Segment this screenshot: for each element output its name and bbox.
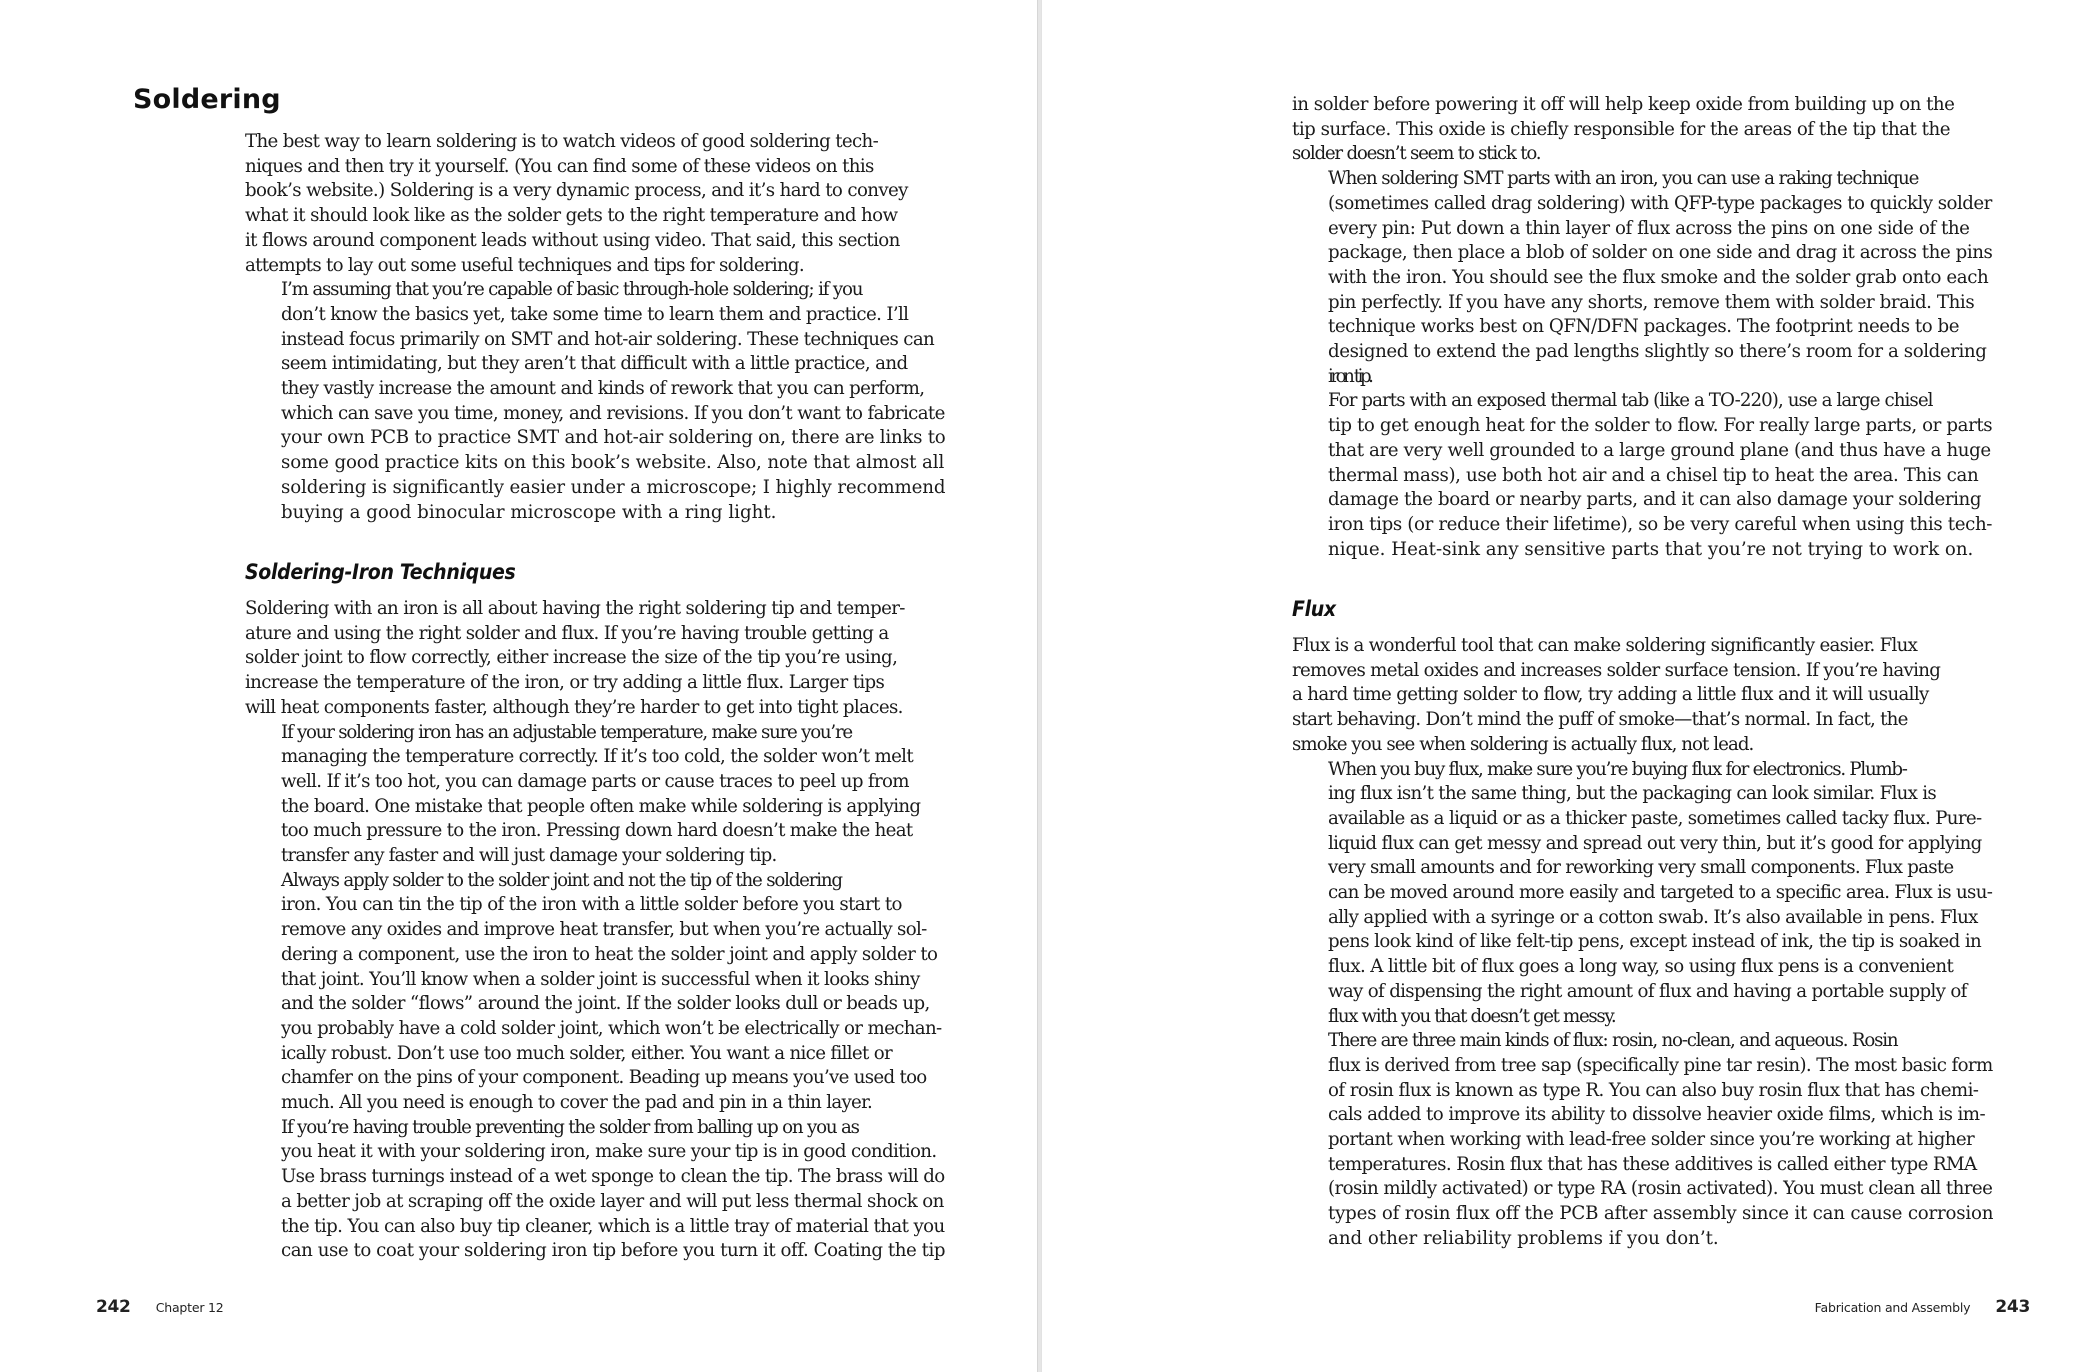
text-line: When soldering SMT parts with an iron, you can use a raking technique: [1328, 168, 1919, 190]
paragraph: [245, 278, 945, 525]
paragraph: [1292, 389, 1992, 562]
text-line: package, then place a blob of solder on one side and drag it across the pins: [1328, 242, 1993, 264]
text-line: When you buy flux, make sure you’re buying flux for electronics. Plumb-: [1328, 758, 1907, 780]
text-line: If your soldering iron has an adjustable temperature, make sure you’re: [281, 721, 852, 743]
text-line: damage the board or nearby parts, and it can also damage your soldering: [1328, 489, 1982, 511]
text-line: and the solder “flows” around the joint. If the solder looks dull or beads up,: [281, 993, 930, 1015]
text-line: much. All you need is enough to cover the pad and pin in a thin layer.: [281, 1092, 873, 1114]
chapter-label: Fabrication and Assembly: [1814, 1300, 1971, 1315]
text-line: some good practice kits on this book’s website. Also, note that almost all: [281, 452, 945, 474]
paragraph: [1292, 167, 1992, 389]
text-line: tip surface. This oxide is chiefly responsible for the areas of the tip that the: [1292, 118, 1950, 140]
text-line: instead focus primarily on SMT and hot-air soldering. These techniques can: [281, 328, 935, 350]
text-line: solder doesn’t seem to stick to.: [1292, 143, 1541, 165]
text-line: temperatures. Rosin flux that has these additives is called either type RMA: [1328, 1153, 1977, 1175]
text-line: your own PCB to practice SMT and hot-air soldering on, there are links to: [281, 427, 946, 449]
text-line: a hard time getting solder to flow, try adding a little flux and it will usually: [1292, 684, 1929, 706]
right-footer: [1815, 1297, 2030, 1317]
iron-techniques-text: [245, 597, 945, 1264]
text-line: what it should look like as the solder gets to the right temperature and how: [245, 205, 898, 227]
text-line: ally applied with a syringe or a cotton swab. It’s also available in pens. Flux: [1328, 906, 1978, 928]
subsection-heading: Flux: [1292, 597, 1336, 621]
text-line: way of dispensing the right amount of flux and having a portable supply of: [1328, 980, 1967, 1002]
text-line: dering a component, use the iron to heat the solder joint and apply solder to: [281, 943, 938, 965]
text-line: the board. One mistake that people often make while soldering is applying: [281, 795, 921, 817]
text-line: flux with you that doesn’t get messy.: [1328, 1005, 1616, 1027]
text-line: The best way to learn soldering is to watch videos of good soldering tech-: [245, 131, 879, 152]
continued-text: [1292, 93, 1992, 562]
text-line: of rosin flux is known as type R. You can also buy rosin flux that has chemi-: [1328, 1079, 1979, 1101]
text-line: ically robust. Don’t use too much solder, either. You want a nice fillet or: [281, 1042, 893, 1064]
text-line: can be moved around more easily and targeted to a specific area. Flux is usu-: [1328, 882, 1993, 904]
text-line: increase the temperature of the iron, or try adding a little flux. Larger tips: [245, 672, 885, 694]
right-page: [1041, 0, 2080, 1372]
text-line: transfer any faster and will just damage your soldering tip.: [281, 845, 777, 867]
text-line: and other reliability problems if you don’t.: [1328, 1227, 1719, 1249]
text-line: removes metal oxides and increases solder surface tension. If you’re having: [1292, 659, 1941, 681]
left-page: [0, 0, 1038, 1372]
text-line: thermal mass), use both hot air and a chisel tip to heat the area. This can: [1328, 464, 1979, 486]
section-heading: Soldering: [133, 84, 281, 115]
text-line: managing the temperature correctly. If it’s too cold, the solder won’t melt: [281, 746, 913, 768]
text-line: that are very well grounded to a large ground plane (and thus have a huge: [1328, 439, 1991, 461]
text-line: niques and then try it yourself. (You can find some of these videos on this: [245, 155, 874, 177]
text-line: very small amounts and for reworking very small components. Flux paste: [1328, 857, 1954, 879]
text-line: chamfer on the pins of your component. Beading up means you’ve used too: [281, 1067, 927, 1089]
text-line: pens look kind of like felt-tip pens, except instead of ink, the tip is soaked in: [1328, 931, 1982, 953]
paragraph: [245, 1116, 945, 1264]
text-line: every pin: Put down a thin layer of flux across the pins on one side of the: [1328, 217, 1970, 239]
left-footer: [96, 1297, 224, 1317]
text-line: well. If it’s too hot, you can damage parts or cause traces to peel up from: [281, 770, 909, 792]
intro-text: [245, 130, 945, 525]
paragraph: [245, 869, 945, 1116]
text-line: liquid flux can get messy and spread out very thin, but it’s good for applying: [1328, 832, 1982, 854]
text-line: remove any oxides and improve heat transfer, but when you’re actually sol-: [281, 919, 927, 941]
text-line: technique works best on QFN/DFN packages. The footprint needs to be: [1328, 316, 1960, 338]
page-number: 242: [96, 1297, 131, 1317]
paragraph: [245, 597, 945, 721]
text-line: which can save you time, money, and revisions. If you don’t want to fabricate: [281, 402, 945, 424]
text-line: flux is derived from tree sap (specifically pine tar resin). The most basic form: [1328, 1054, 1993, 1076]
text-line: soldering is significantly easier under a microscope; I highly recommend: [281, 476, 946, 498]
text-line: Flux is a wonderful tool that can make soldering significantly easier. Flux: [1292, 635, 1918, 656]
text-line: Soldering with an iron is all about having the right soldering tip and temper-: [245, 598, 905, 619]
text-line: flux. A little bit of flux goes a long way, so using flux pens is a convenient: [1328, 956, 1954, 978]
text-line: don’t know the basics yet, take some time to learn them and practice. I’ll: [281, 303, 909, 325]
text-line: in solder before powering it off will help keep oxide from building up on the: [1292, 94, 1955, 115]
text-line: a better job at scraping off the oxide layer and will put less thermal shock on: [281, 1190, 944, 1212]
text-line: seem intimidating, but they aren’t that difficult with a little practice, and: [281, 353, 908, 375]
text-line: you probably have a cold solder joint, which won’t be electrically or mechan-: [281, 1017, 942, 1039]
text-line: I’m assuming that you’re capable of basic through-hole soldering; if you: [281, 279, 863, 301]
text-line: you heat it with your soldering iron, make sure your tip is in good condition.: [281, 1141, 937, 1163]
paragraph: [1292, 1029, 1993, 1251]
paragraph: [245, 130, 945, 278]
text-line: book’s website.) Soldering is a very dynamic process, and it’s hard to convey: [245, 180, 908, 202]
text-line: available as a liquid or as a thicker paste, sometimes called tacky flux. Pure-: [1328, 807, 1982, 829]
paragraph: [1292, 758, 1993, 1030]
text-line: ing flux isn’t the same thing, but the packaging can look similar. Flux is: [1328, 783, 1936, 805]
text-line: tip to get enough heat for the solder to flow. For really large parts, or parts: [1328, 415, 1993, 437]
text-line: portant when working with lead-free solder since you’re working at higher: [1328, 1129, 1975, 1151]
text-line: pin perfectly. If you have any shorts, remove them with solder braid. This: [1328, 291, 1975, 313]
text-line: smoke you see when soldering is actually flux, not lead.: [1292, 733, 1754, 755]
paragraph: [1292, 634, 1993, 758]
text-line: (rosin mildly activated) or type RA (rosin activated). You must clean all three: [1328, 1178, 1993, 1200]
text-line: with the iron. You should see the flux smoke and the solder grab onto each: [1328, 266, 1989, 288]
text-line: (sometimes called drag soldering) with QFP-type packages to quickly solder: [1328, 192, 1992, 214]
text-line: that joint. You’ll know when a solder joint is successful when it looks shiny: [281, 968, 920, 990]
paragraph: [245, 721, 945, 869]
page-number: 243: [1995, 1297, 2030, 1317]
text-line: attempts to lay out some useful techniques and tips for soldering.: [245, 254, 804, 276]
text-line: There are three main kinds of flux: rosin, no-clean, and aqueous. Rosin: [1328, 1030, 1898, 1052]
chapter-label: Chapter 12: [155, 1300, 224, 1315]
text-line: buying a good binocular microscope with a ring light.: [281, 501, 777, 523]
text-line: iron tips (or reduce their lifetime), so be very careful when using this tech-: [1328, 513, 1993, 535]
text-line: the tip. You can also buy tip cleaner, which is a little tray of material that you: [281, 1215, 945, 1237]
text-line: Use brass turnings instead of a wet sponge to clean the tip. The brass will do: [281, 1166, 945, 1188]
text-line: they vastly increase the amount and kinds of rework that you can perform,: [281, 378, 925, 400]
paragraph: [1292, 93, 1992, 167]
text-line: will heat components faster, although they’re harder to get into tight places.: [245, 696, 903, 718]
text-line: ature and using the right solder and flux. If you’re having trouble getting a: [245, 622, 889, 644]
text-line: iron. You can tin the tip of the iron with a little solder before you start to: [281, 894, 902, 916]
text-line: iron tip.: [1328, 365, 1371, 387]
text-line: too much pressure to the iron. Pressing down hard doesn’t make the heat: [281, 820, 913, 842]
text-line: cals added to improve its ability to dissolve heavier oxide films, which is im-: [1328, 1104, 1986, 1126]
subsection-heading: Soldering-Iron Techniques: [245, 560, 516, 584]
text-line: nique. Heat-sink any sensitive parts that you’re not trying to work on.: [1328, 538, 1974, 560]
text-line: Always apply solder to the solder joint and not the tip of the soldering: [281, 869, 842, 891]
text-line: designed to extend the pad lengths slightly so there’s room for a soldering: [1328, 341, 1987, 363]
text-line: start behaving. Don’t mind the puff of smoke—that’s normal. In fact, the: [1292, 709, 1908, 731]
text-line: can use to coat your soldering iron tip before you turn it off. Coating the tip: [281, 1240, 946, 1262]
text-line: If you’re having trouble preventing the solder from balling up on you as: [281, 1116, 859, 1138]
flux-text: [1292, 634, 1993, 1252]
text-line: solder joint to flow correctly, either increase the size of the tip you’re using,: [245, 647, 898, 669]
text-line: types of rosin flux off the PCB after assembly since it can cause corrosion: [1328, 1203, 1994, 1225]
text-line: For parts with an exposed thermal tab (like a TO-220), use a large chisel: [1328, 390, 1933, 412]
text-line: it flows around component leads without using video. That said, this section: [245, 229, 900, 251]
